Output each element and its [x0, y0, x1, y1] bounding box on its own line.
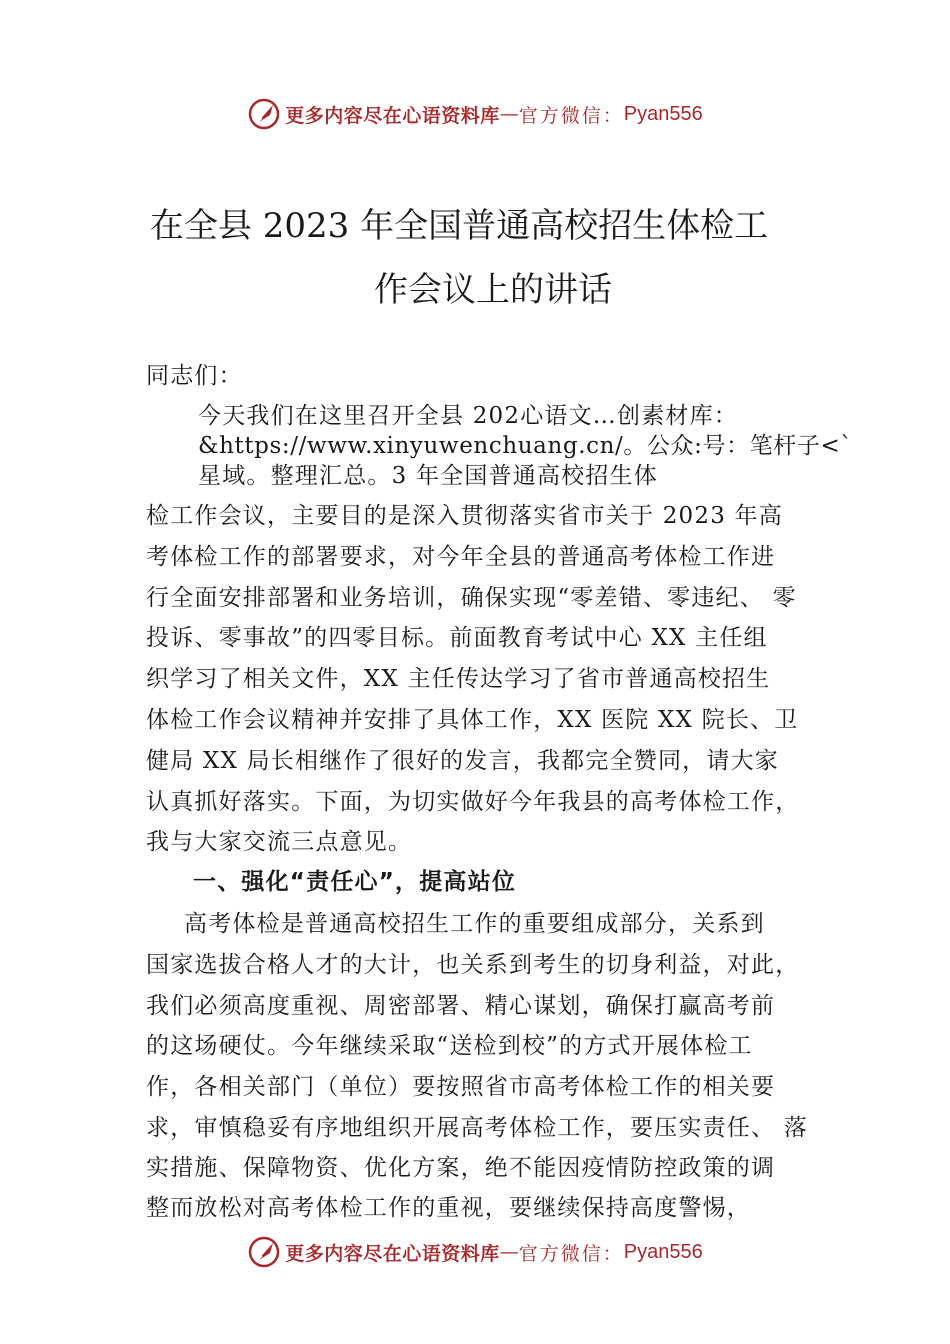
body-line: 我与大家交流三点意见。 — [146, 829, 413, 855]
body-line: &https://www.xinyuwenchuang.cn/。公众:号：笔杆子<` — [198, 433, 853, 459]
header-banner — [0, 94, 950, 134]
body-line: 织学习了相关文件，XX 主任传达学习了省市普通高校招生 — [146, 666, 771, 692]
banner-separator: — — [499, 103, 519, 125]
body-line: 体检工作会议精神并安排了具体工作，XX 医院 XX 院长、卫 — [146, 707, 799, 733]
body-line: 投诉、零事故”的四零目标。前面教育考试中心 XX 主任组 — [146, 625, 768, 651]
body-line: 整而放松对高考体检工作的重视，要继续保持高度警惕， — [146, 1195, 751, 1221]
body-line: 的这场硬仗。今年继续采取“送检到校”的方式开展体检工 — [146, 1033, 753, 1059]
banner-brand: 更多内容尽在心语资料库 — [285, 104, 500, 127]
banner-wechat-label: 官方微信： — [518, 104, 624, 127]
banner-separator: — — [499, 1241, 519, 1263]
document-title-line-2: 作会议上的讲话 — [374, 270, 612, 310]
body-line: 考体检工作的部署要求，对今年全县的普通高考体检工作进 — [146, 544, 776, 570]
body-line: 检工作会议，主要目的是深入贯彻落实省市关于 2023 年高 — [146, 503, 783, 529]
salutation: 同志们： — [146, 363, 243, 389]
body-line: 今天我们在这里召开全县 202心语文…创素材库： — [198, 403, 739, 429]
quill-logo-icon — [247, 1235, 281, 1269]
body-line: 实措施、保障物资、优化方案，绝不能因疫情防控政策的调 — [146, 1155, 776, 1181]
body-line: 星域。整理汇总。3 年全国普通高校招生体 — [198, 463, 658, 489]
body-line: 我们必须高度重视、周密部署、精心谋划，确保打赢高考前 — [146, 993, 776, 1019]
body-line: 认真抓好落实。下面，为切实做好今年我县的高考体检工作， — [146, 789, 800, 815]
body-line: 求，审慎稳妥有序地组织开展高考体检工作，要压实责任、 落 — [146, 1115, 808, 1141]
banner-brand: 更多内容尽在心语资料库 — [285, 1242, 500, 1265]
banner-account: Pyan556 — [623, 1240, 703, 1263]
body-line: 健局 XX 局长相继作了很好的发言，我都完全赞同，请大家 — [146, 748, 779, 774]
banner-wechat-label: 官方微信： — [518, 1242, 624, 1265]
body-line: 高考体检是普通高校招生工作的重要组成部分，关系到 — [184, 911, 765, 937]
banner-account: Pyan556 — [623, 102, 703, 125]
body-line: 作，各相关部门（单位）要按照省市高考体检工作的相关要 — [146, 1074, 776, 1100]
body-line: 行全面安排部署和业务培训，确保实现“零差错、零违纪、 零 — [146, 585, 797, 611]
section-heading-1: 一、强化“责任心”，提高站位 — [193, 869, 517, 895]
document-title-line-1: 在全县 2023 年全国普通高校招生体检工 — [149, 206, 769, 246]
footer-banner — [0, 1232, 950, 1272]
body-line: 国家选拔合格人才的大计，也关系到考生的切身利益，对此， — [146, 952, 800, 978]
quill-logo-icon — [247, 97, 281, 131]
